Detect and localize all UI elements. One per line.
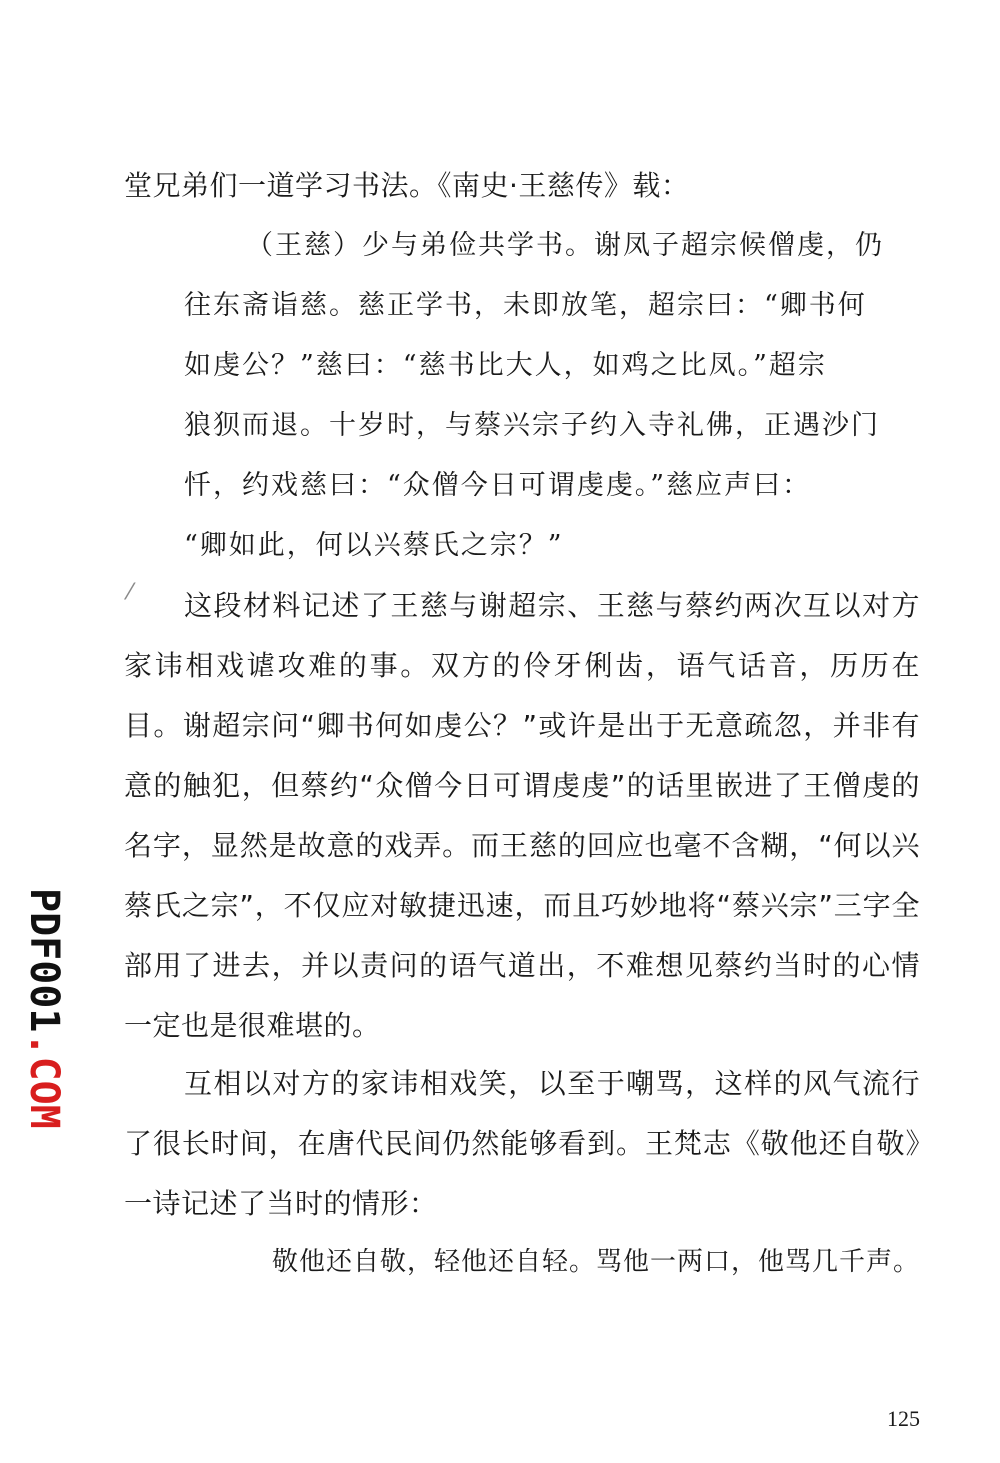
watermark — [18, 888, 70, 1138]
watermark-text-red: .COM — [21, 1032, 67, 1129]
quote-line: 如虔公？”慈曰：“慈书比大人，如鸡之比凤。”超宗 — [184, 350, 827, 381]
quote-line: 狼狈而退。十岁时，与蔡兴宗子约入寺礼佛，正遇沙门 — [184, 410, 880, 441]
paragraph-analysis: 这段材料记述了王慈与谢超宗、王慈与蔡约两次互以对方家讳相戏谑攻难的事。双方的伶牙俐齿，语气话音，历历在目。谢超宗问“卿书何如虔公？”或许是出于无意疏忽，并非有意的触犯，但蔡约“众僧今日可谓虔虔”的话里嵌进了王僧虔的名字，显然是故意的戏弄。而王慈的回应也毫不含糊，“何以兴蔡氏之宗”，不仅应对敏捷迅速，而且巧妙地将“蔡兴宗”三字全部用了进去，并以责问的语气道出，不难想见蔡约当时的心情一定也是很难堪的。 — [124, 589, 920, 1042]
watermark-text-dark: PDF001 — [21, 888, 67, 1033]
poem-line: 敬他还自敬，轻他还自轻。骂他一两口，他骂几千声。 — [271, 1247, 920, 1277]
paragraph-tang-custom: 互相以对方的家讳相戏笑，以至于嘲骂，这样的风气流行了很长时间，在唐代民间仍然能够看到。王梵志《敬他还自敬》一诗记述了当时的情形： — [124, 1067, 920, 1220]
page-number: 125 — [887, 1406, 920, 1431]
quote-line: 忏，约戏慈曰：“众僧今日可谓虔虔。”慈应声曰： — [184, 470, 812, 501]
pencil-tick-mark: ⁄ — [128, 580, 132, 605]
paragraph-intro: 堂兄弟们一道学习书法。《南史·王慈传》载： — [124, 169, 690, 202]
quote-line: （王慈）少与弟俭共学书。谢凤子超宗候僧虔，仍 — [246, 230, 884, 261]
quote-line: “卿如此，何以兴蔡氏之宗？” — [184, 530, 564, 561]
watermark-text — [18, 888, 70, 1138]
quote-line: 往东斋诣慈。慈正学书，未即放笔，超宗曰：“卿书何 — [184, 290, 867, 321]
